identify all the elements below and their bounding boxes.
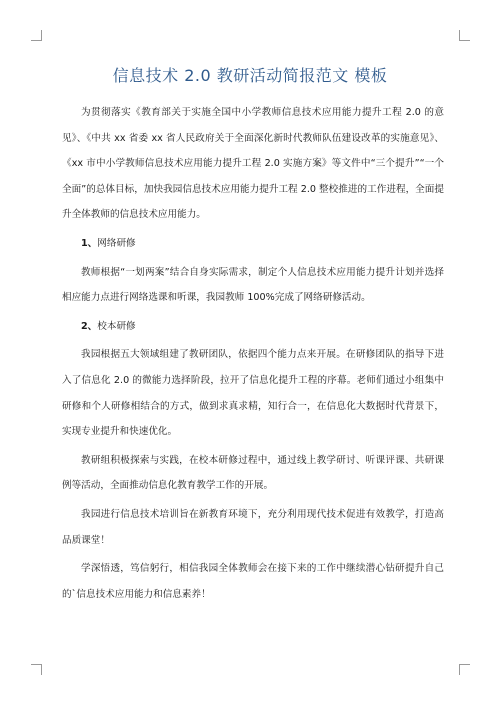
section-1-heading-text: 网络研修 xyxy=(97,237,136,249)
section-2-paragraph-3: 我园进行信息技术培训旨在新教育环境下，充分利用现代技术促进有效教学，打造高品质课堂！ xyxy=(62,508,444,546)
document-body xyxy=(62,100,444,610)
crop-mark-bottom-left xyxy=(31,664,42,675)
section-2-number: 2、 xyxy=(81,320,98,332)
section-2-paragraph-2: 教研组积极探索与实践，在校本研修过程中，通过线上教学研讨、听课评课、共研课例等活动，全面推动信息化教育教学工作的开展。 xyxy=(62,454,444,492)
section-1-heading xyxy=(62,231,444,257)
document-title: 信息技术 2.0 教研活动简报范文 模板 xyxy=(112,66,388,85)
crop-mark-top-right xyxy=(459,30,470,41)
section-2-paragraph-4: 学深悟透，笃信躬行，相信我园全体教师会在接下来的工作中继续潜心钻研提升自己的`信息技术应用能力和信息素养！ xyxy=(62,563,444,600)
section-2-paragraph-1: 我园根据五大领域组建了教研团队，依据四个能力点来开展。在研修团队的指导下进入了信息化 2.0 的微能力选择阶段，拉开了信息化提升工程的序幕。老师们通过小组集中研修和个人研修相结合的方式，做到求真求精，知行合一，在信息化大数据时代背景下，实现专业提升和快速优化。 xyxy=(62,349,444,438)
section-2-heading xyxy=(62,314,444,340)
section-2-heading-text: 校本研修 xyxy=(97,320,136,332)
crop-mark-top-left xyxy=(31,30,42,41)
section-1-paragraph: 教师根据“一划两案”结合自身实际需求，制定个人信息技术应用能力提升计划并选择相应能力点进行网络选课和听课，我园教师 100%完成了网络研修活动。 xyxy=(62,266,444,304)
section-1-number: 1、 xyxy=(81,237,98,249)
crop-mark-bottom-right xyxy=(459,664,470,675)
intro-paragraph: 为贯彻落实《教育部关于实施全国中小学教师信息技术应用能力提升工程 2.0 的意见》、《中共 xx 省委 xx 省人民政府关于全面深化新时代教师队伍建设改革的实施意见》、《xx 市中小学教师信息技术应用能力提升工程 2.0 实施方案》等文件中“三个提升”“一个全面”的总体目标，加快我园信息技术应用能力提升工程 2.0 整校推进的工作进程，全面提升全体教师的信息技术应用能力。 xyxy=(62,107,444,221)
